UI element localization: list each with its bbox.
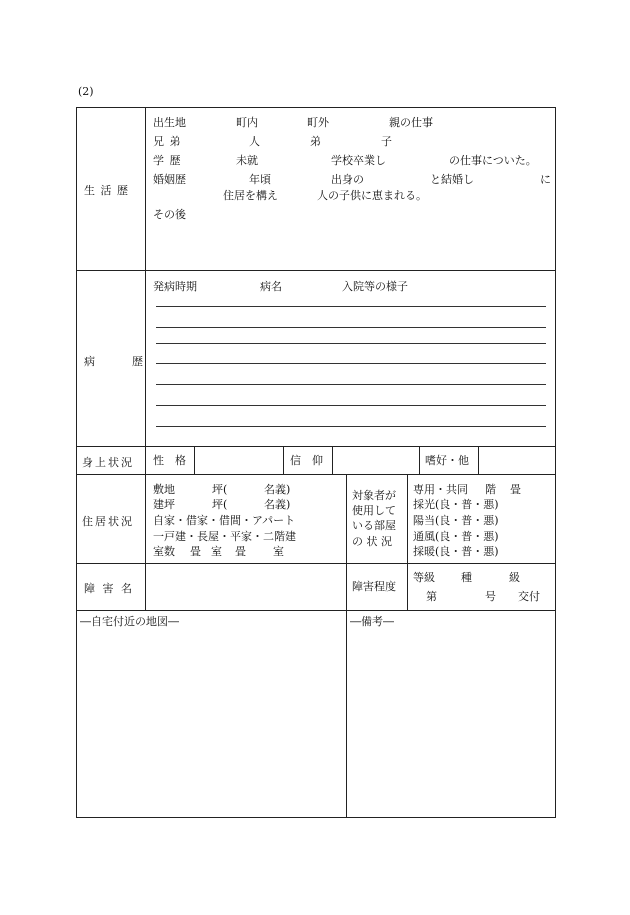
after-that: その後	[153, 208, 186, 221]
birthplace-label: 出生地	[153, 116, 186, 129]
children-blessed: 人の子供に恵まれる。	[317, 189, 427, 202]
medical-history-label: 病 歴	[84, 355, 144, 368]
rooms-prefix: 室数	[153, 545, 175, 558]
graduated: 学校卒業し	[331, 154, 386, 167]
housing-divider-1	[346, 474, 347, 563]
personal-status-label: 身上状況	[82, 456, 134, 469]
divider-life-medical	[76, 270, 556, 271]
home-map-label: ―自宅付近の地図―	[80, 615, 179, 628]
life-history-label: 生 活 歴	[84, 184, 129, 197]
siblings-label: 兄 弟	[153, 135, 182, 148]
divider-housing-disability	[76, 563, 556, 564]
town-in-label: 町内	[236, 116, 258, 129]
medical-line-6	[156, 405, 546, 406]
subject-room-line-3: いる部屋	[352, 519, 396, 532]
personal-divider-3	[332, 446, 333, 474]
medical-line-7	[156, 426, 546, 427]
number-suffix: 号	[485, 590, 496, 603]
divider-medical-personal	[76, 446, 556, 447]
personal-divider-1	[194, 446, 195, 474]
private-shared: 専用・共同	[413, 483, 468, 496]
personal-divider-4	[419, 446, 420, 474]
issued-label: 交付	[518, 590, 540, 603]
rooms-jo2: 畳	[235, 545, 246, 558]
hospital-status: 入院等の様子	[342, 280, 408, 293]
lighting-options: 採光(良・普・悪)	[413, 498, 499, 511]
from-place: 出身の	[331, 173, 364, 186]
rooms-suffix: 室	[273, 545, 284, 558]
rooms-jo: 畳	[190, 545, 201, 558]
divider-personal-housing	[76, 474, 556, 475]
subject-room-line-1: 対象者が	[352, 489, 396, 502]
disability-divider-1	[346, 563, 347, 610]
site-label: 敷地	[153, 483, 175, 496]
disability-degree-label: 障害程度	[352, 580, 396, 593]
siblings-count-unit: 人	[249, 135, 260, 148]
building-type-options: 一戸建・長屋・平家・二階建	[153, 530, 296, 543]
ventilation-options: 通風(良・普・悪)	[413, 530, 499, 543]
housing-label: 住居状況	[82, 515, 134, 528]
heating-options: 採暖(良・普・悪)	[413, 545, 499, 558]
medical-line-3	[156, 343, 546, 344]
medical-line-4	[156, 363, 546, 364]
floor-unit: 階	[485, 483, 496, 496]
child-char: 子	[381, 135, 392, 148]
subject-room-line-2: 使用して	[352, 504, 396, 517]
personal-divider-2	[283, 446, 284, 474]
marriage-label: 婚姻歴	[153, 173, 186, 186]
disability-divider-2	[407, 563, 408, 610]
medical-line-2	[156, 327, 546, 328]
rooms-room: 室	[211, 545, 222, 558]
notes-label: ―備考―	[350, 615, 394, 628]
tatami-unit: 畳	[510, 483, 521, 496]
hobbies-label: 嗜好・他	[425, 454, 469, 467]
site-nominee: 名義)	[264, 483, 291, 496]
married-with: と結婚し	[430, 173, 474, 186]
ni-char: に	[540, 173, 551, 186]
housing-divider-2	[407, 474, 408, 563]
not-schooled: 未就	[236, 154, 258, 167]
medical-line-1	[156, 306, 546, 307]
personality-label: 性 格	[153, 454, 186, 467]
page-number: (2)	[78, 85, 94, 98]
education-label: 学 歴	[153, 154, 182, 167]
parent-job-label: 親の仕事	[389, 116, 433, 129]
onset-period: 発病時期	[153, 280, 197, 293]
faith-label: 信 仰	[290, 454, 323, 467]
floor-tsubo: 坪(	[212, 498, 228, 511]
subject-room-line-4: の 状 況	[352, 535, 392, 548]
site-tsubo: 坪(	[212, 483, 228, 496]
floor-label: 建坪	[153, 498, 175, 511]
sunlight-options: 陽当(良・普・悪)	[413, 514, 499, 527]
bottom-divider	[346, 610, 347, 818]
disease-name: 病名	[260, 280, 282, 293]
job-started: の仕事についた。	[449, 154, 537, 167]
grade-label: 等級	[413, 571, 435, 584]
label-column-divider	[145, 107, 146, 610]
residence-set: 住居を構え	[223, 189, 278, 202]
siblings-position: 弟	[310, 135, 321, 148]
grade-unit: 級	[509, 571, 520, 584]
divider-disability-bottom	[76, 610, 556, 611]
number-prefix: 第	[426, 590, 437, 603]
floor-nominee: 名義)	[264, 498, 291, 511]
disability-label: 障 害 名	[84, 582, 134, 595]
town-out-label: 町外	[307, 116, 329, 129]
year-around: 年頃	[249, 173, 271, 186]
ownership-options: 自家・借家・借間・アパート	[153, 514, 296, 527]
type-label: 種	[461, 571, 472, 584]
personal-divider-5	[478, 446, 479, 474]
medical-line-5	[156, 384, 546, 385]
